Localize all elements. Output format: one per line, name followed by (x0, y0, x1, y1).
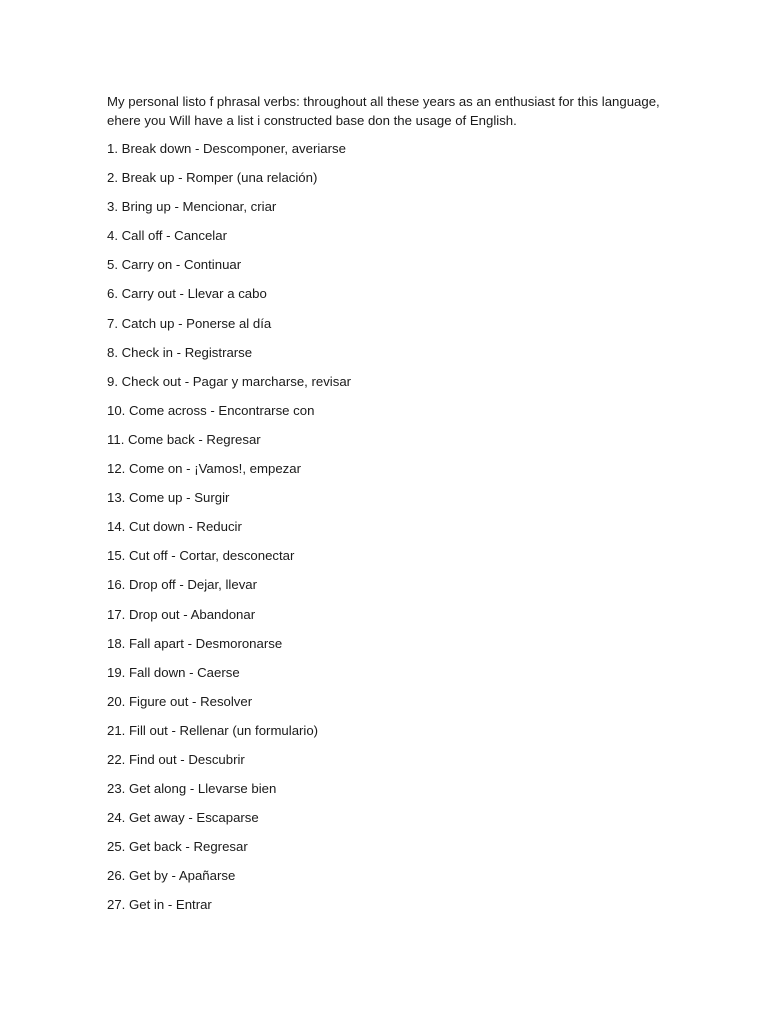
list-item: 6. Carry out - Llevar a cabo (107, 286, 267, 302)
list-item: 19. Fall down - Caerse (107, 664, 240, 680)
intro-line: ehere you Will have a list i constructed base don the usage of English. (107, 113, 517, 128)
list-item: 16. Drop off - Dejar, llevar (107, 577, 258, 593)
list-item: 17. Drop out - Abandonar (107, 606, 256, 622)
list-item: 26. Get by - Apañarse (107, 868, 236, 884)
list-item: 22. Find out - Descubrir (107, 751, 245, 767)
list-item: 7. Catch up - Ponerse al día (107, 315, 272, 331)
list-item: 10. Come across - Encontrarse con (107, 402, 315, 418)
list-item: 23. Get along - Llevarse bien (107, 781, 277, 797)
list-item: 27. Get in - Entrar (107, 897, 212, 913)
list-item: 4. Call off - Cancelar (107, 228, 227, 244)
list-item: 8. Check in - Registrarse (107, 344, 253, 360)
list-item: 3. Bring up - Mencionar, criar (107, 199, 277, 215)
intro-line: My personal listo f phrasal verbs: throughout all these years as an enthusiast for this language, (107, 94, 660, 109)
list-item: 13. Come up - Surgir (107, 490, 230, 506)
phrasal-verb-list (107, 140, 351, 926)
intro-paragraph (107, 92, 707, 130)
list-item: 2. Break up - Romper (una relación) (107, 170, 318, 186)
list-item: 1. Break down - Descomponer, averiarse (107, 141, 346, 156)
list-item: 20. Figure out - Resolver (107, 693, 253, 709)
list-item: 11. Come back - Regresar (107, 431, 261, 447)
list-item: 5. Carry on - Continuar (107, 257, 242, 273)
list-item: 15. Cut off - Cortar, desconectar (107, 548, 295, 564)
list-item: 24. Get away - Escaparse (107, 810, 259, 826)
list-item: 25. Get back - Regresar (107, 839, 248, 855)
list-item: 21. Fill out - Rellenar (un formulario) (107, 722, 319, 738)
list-item: 9. Check out - Pagar y marcharse, revisar (107, 373, 352, 389)
list-item: 18. Fall apart - Desmoronarse (107, 635, 283, 651)
list-item: 14. Cut down - Reducir (107, 519, 242, 535)
list-item: 12. Come on - ¡Vamos!, empezar (107, 461, 301, 477)
